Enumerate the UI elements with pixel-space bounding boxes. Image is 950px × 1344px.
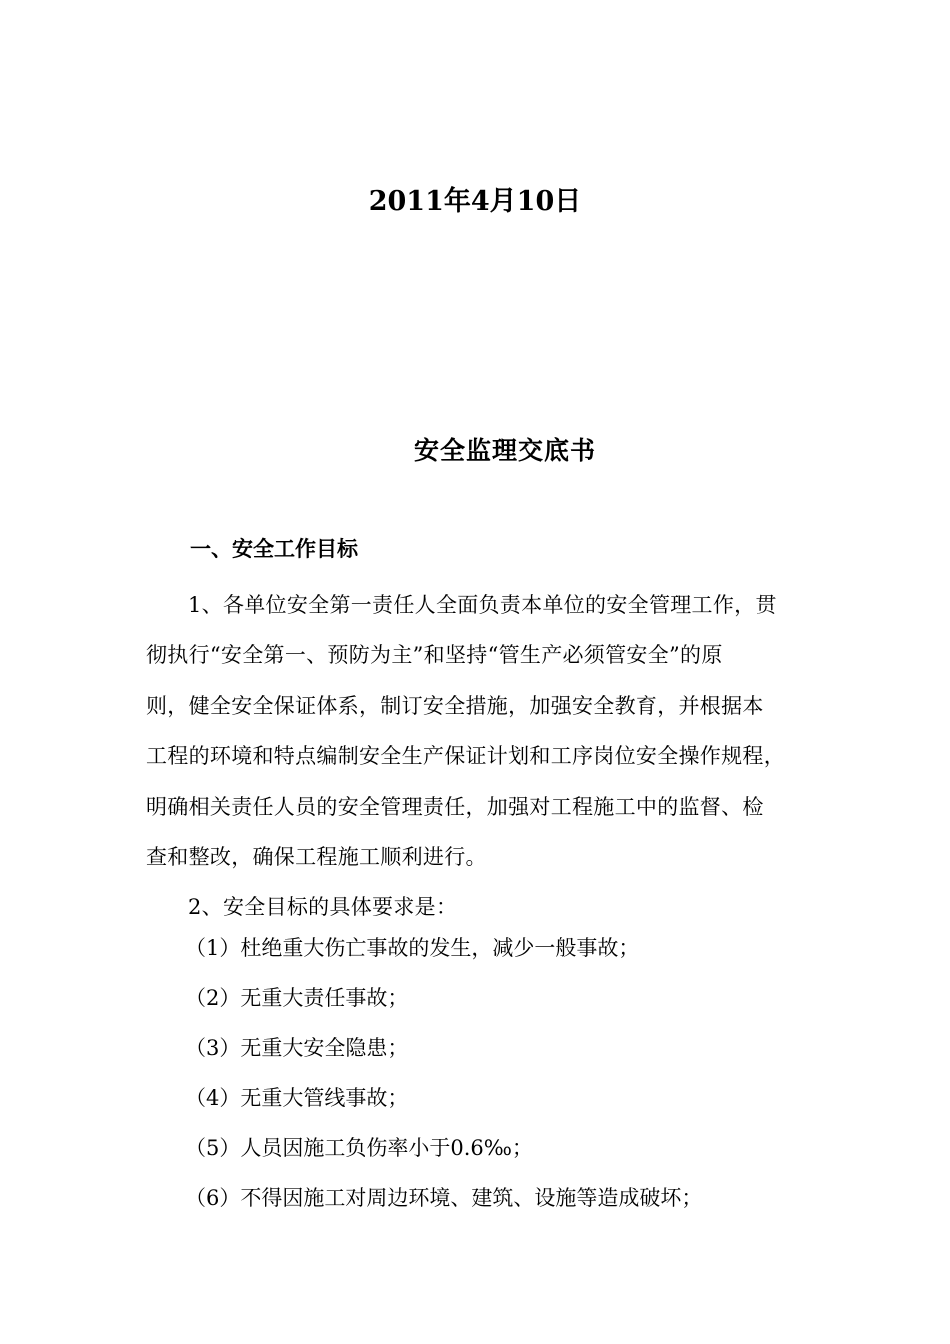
target-item: （5）人员因施工负伤率小于0.6‰； — [185, 1136, 533, 1160]
target-item: （2）无重大责任事故； — [185, 986, 409, 1010]
paragraph-1-line: 工程的环境和特点编制安全生产保证计划和工序岗位安全操作规程， — [146, 744, 785, 769]
target-item: （3）无重大安全隐患； — [185, 1036, 409, 1060]
target-item: （6）不得因施工对周边环境、建筑、设施等造成破坏； — [185, 1186, 703, 1210]
paragraph-1-line: 1、各单位安全第一责任人全面负责本单位的安全管理工作，贯 — [188, 593, 777, 617]
body-text — [146, 580, 834, 933]
paragraph-1-line: 查和整改，确保工程施工顺利进行。 — [146, 845, 487, 870]
paragraph-1-line: 彻执行“安全第一、预防为主”和坚持“管生产必须管安全”的原 — [146, 643, 723, 668]
target-item: （1）杜绝重大伤亡事故的发生，减少一般事故； — [185, 936, 640, 960]
target-item: （4）无重大管线事故； — [185, 1086, 409, 1110]
paragraph-1-line: 则，健全安全保证体系，制订安全措施，加强安全教育，并根据本 — [146, 693, 764, 718]
paragraph-1-line: 明确相关责任人员的安全管理责任，加强对工程施工中的监督、检 — [146, 794, 764, 819]
date-line: 2011年4月10日 — [368, 186, 582, 217]
paragraph-2: 2、安全目标的具体要求是： — [188, 895, 458, 920]
section-heading: 一、安全工作目标 — [190, 536, 358, 561]
document-title: 安全监理交底书 — [413, 436, 596, 465]
